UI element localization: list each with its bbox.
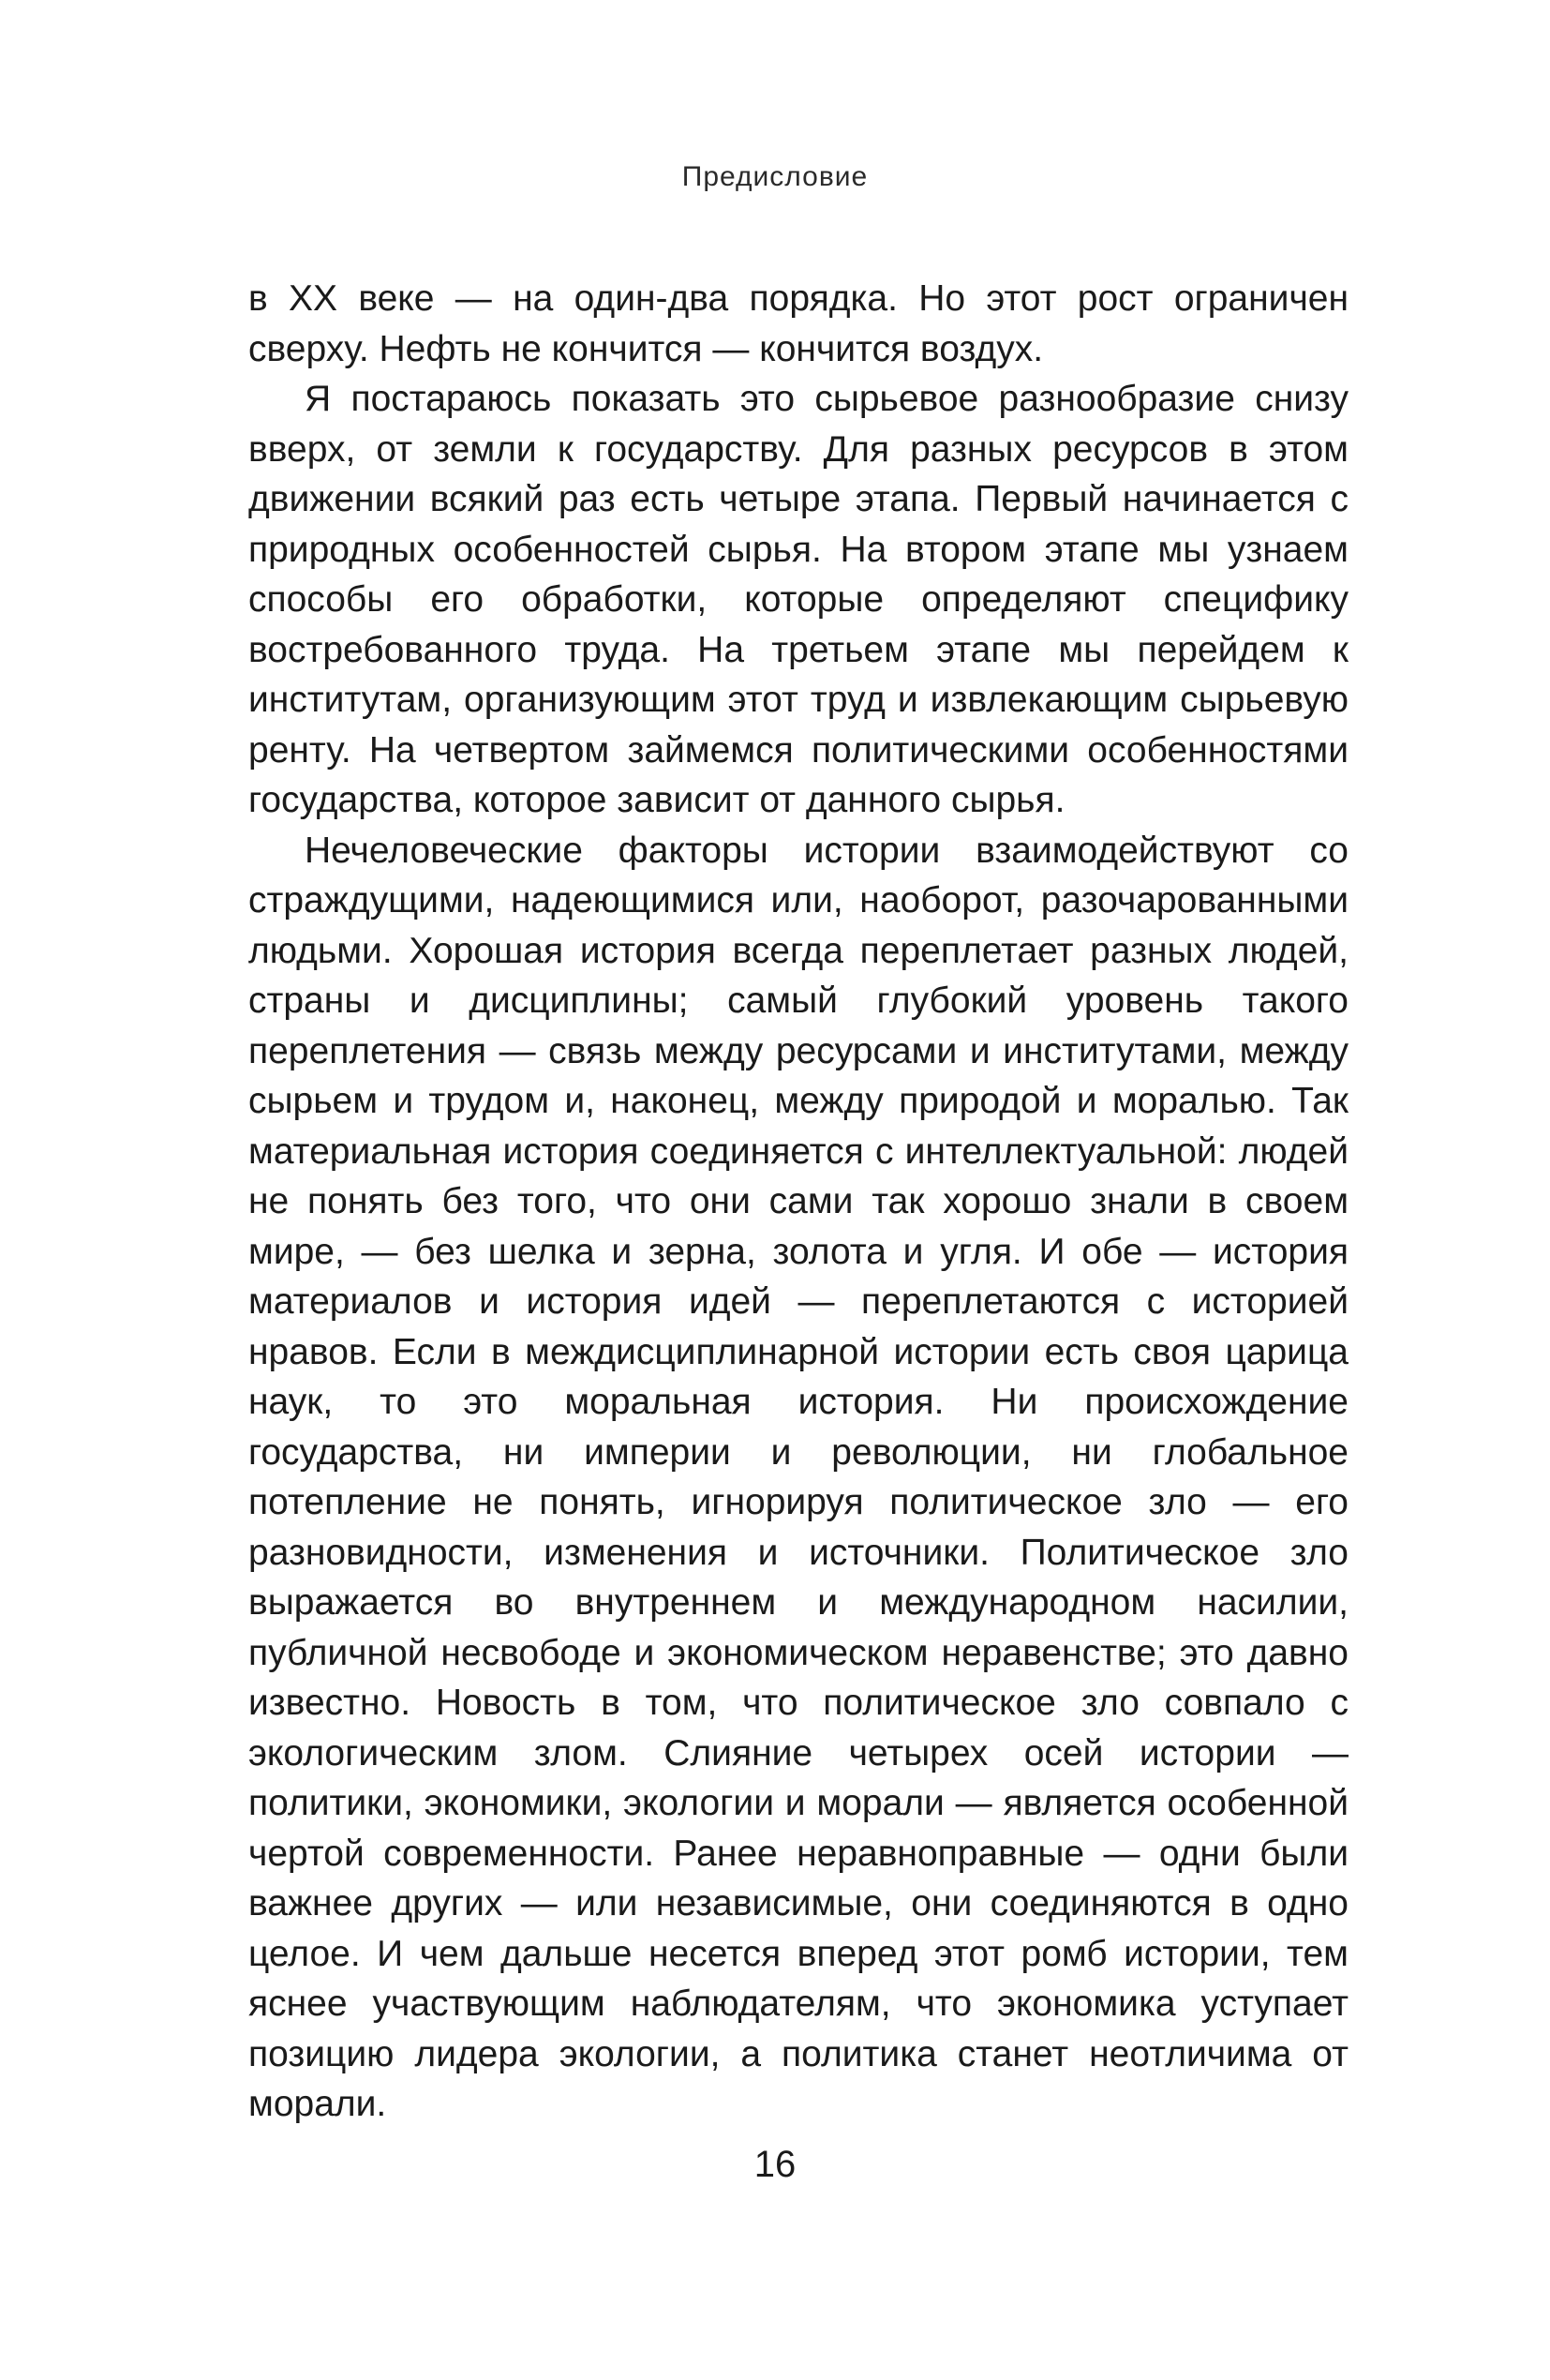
paragraph: Я постараюсь показать это сырьевое разнообразие снизу вверх, от земли к государству. Для разных ресурсов в этом движении всякий раз есть четыре этапа. Первый начинается с природных особенностей сырья. На втором этапе мы узнаем способы его обработки, которые определяют специфику востребованного труда. На третьем этапе мы перейдем к институтам, организующим этот труд и извлекающим сырьевую ренту. На четвертом займемся политическими особенностями государства, которое зависит от данного сырья. [248,379,1349,820]
body-text [248,274,1349,2130]
page-number: 16 [753,2144,797,2185]
paragraph-continuation: в XX веке — на один-два порядка. Но этот рост ограничен сверху. Нефть не кончится — кончится воздух. [248,278,1349,369]
paragraph: Нечеловеческие факторы истории взаимодействуют со страждущими, надеющимися или, наоборот, разочарованными людьми. Хорошая история всегда переплетает разных людей, страны и дисциплины; самый глубокий уровень такого переплетения — связь между ресурсами и институтами, между сырьем и трудом и, наконец, между природой и моралью. Так материальная история соединяется с интеллектуальной: людей не понять без того, что они сами так хорошо знали в своем мире, — без шелка и зерна, золота и угля. И обе — история материалов и история идей — переплетаются с историей нравов. Если в междисциплинарной истории есть своя царица наук, то это моральная история. Ни происхождение государства, ни империи и революции, ни глобальное потепление не понять, игнорируя политическое зло — его разновидности, изменения и источники. Политическое зло выражается во внутреннем и международном насилии, публичной несвободе и экономическом неравенстве; это давно известно. Новость в том, что политическое зло совпало с экологическим злом. Слияние четырех осей истории — политики, экономики, экологии и морали — является особенной чертой современности. Ранее неравноправные — одни были важнее других — или независимые, они соединяются в одно целое. И чем дальше несется вперед этот ромб истории, тем яснее участвующим наблюдателям, что экономика уступает позицию лидера экологии, а политика станет неотличима от морали. [248,830,1349,2124]
running-header: Предисловие [681,161,869,192]
